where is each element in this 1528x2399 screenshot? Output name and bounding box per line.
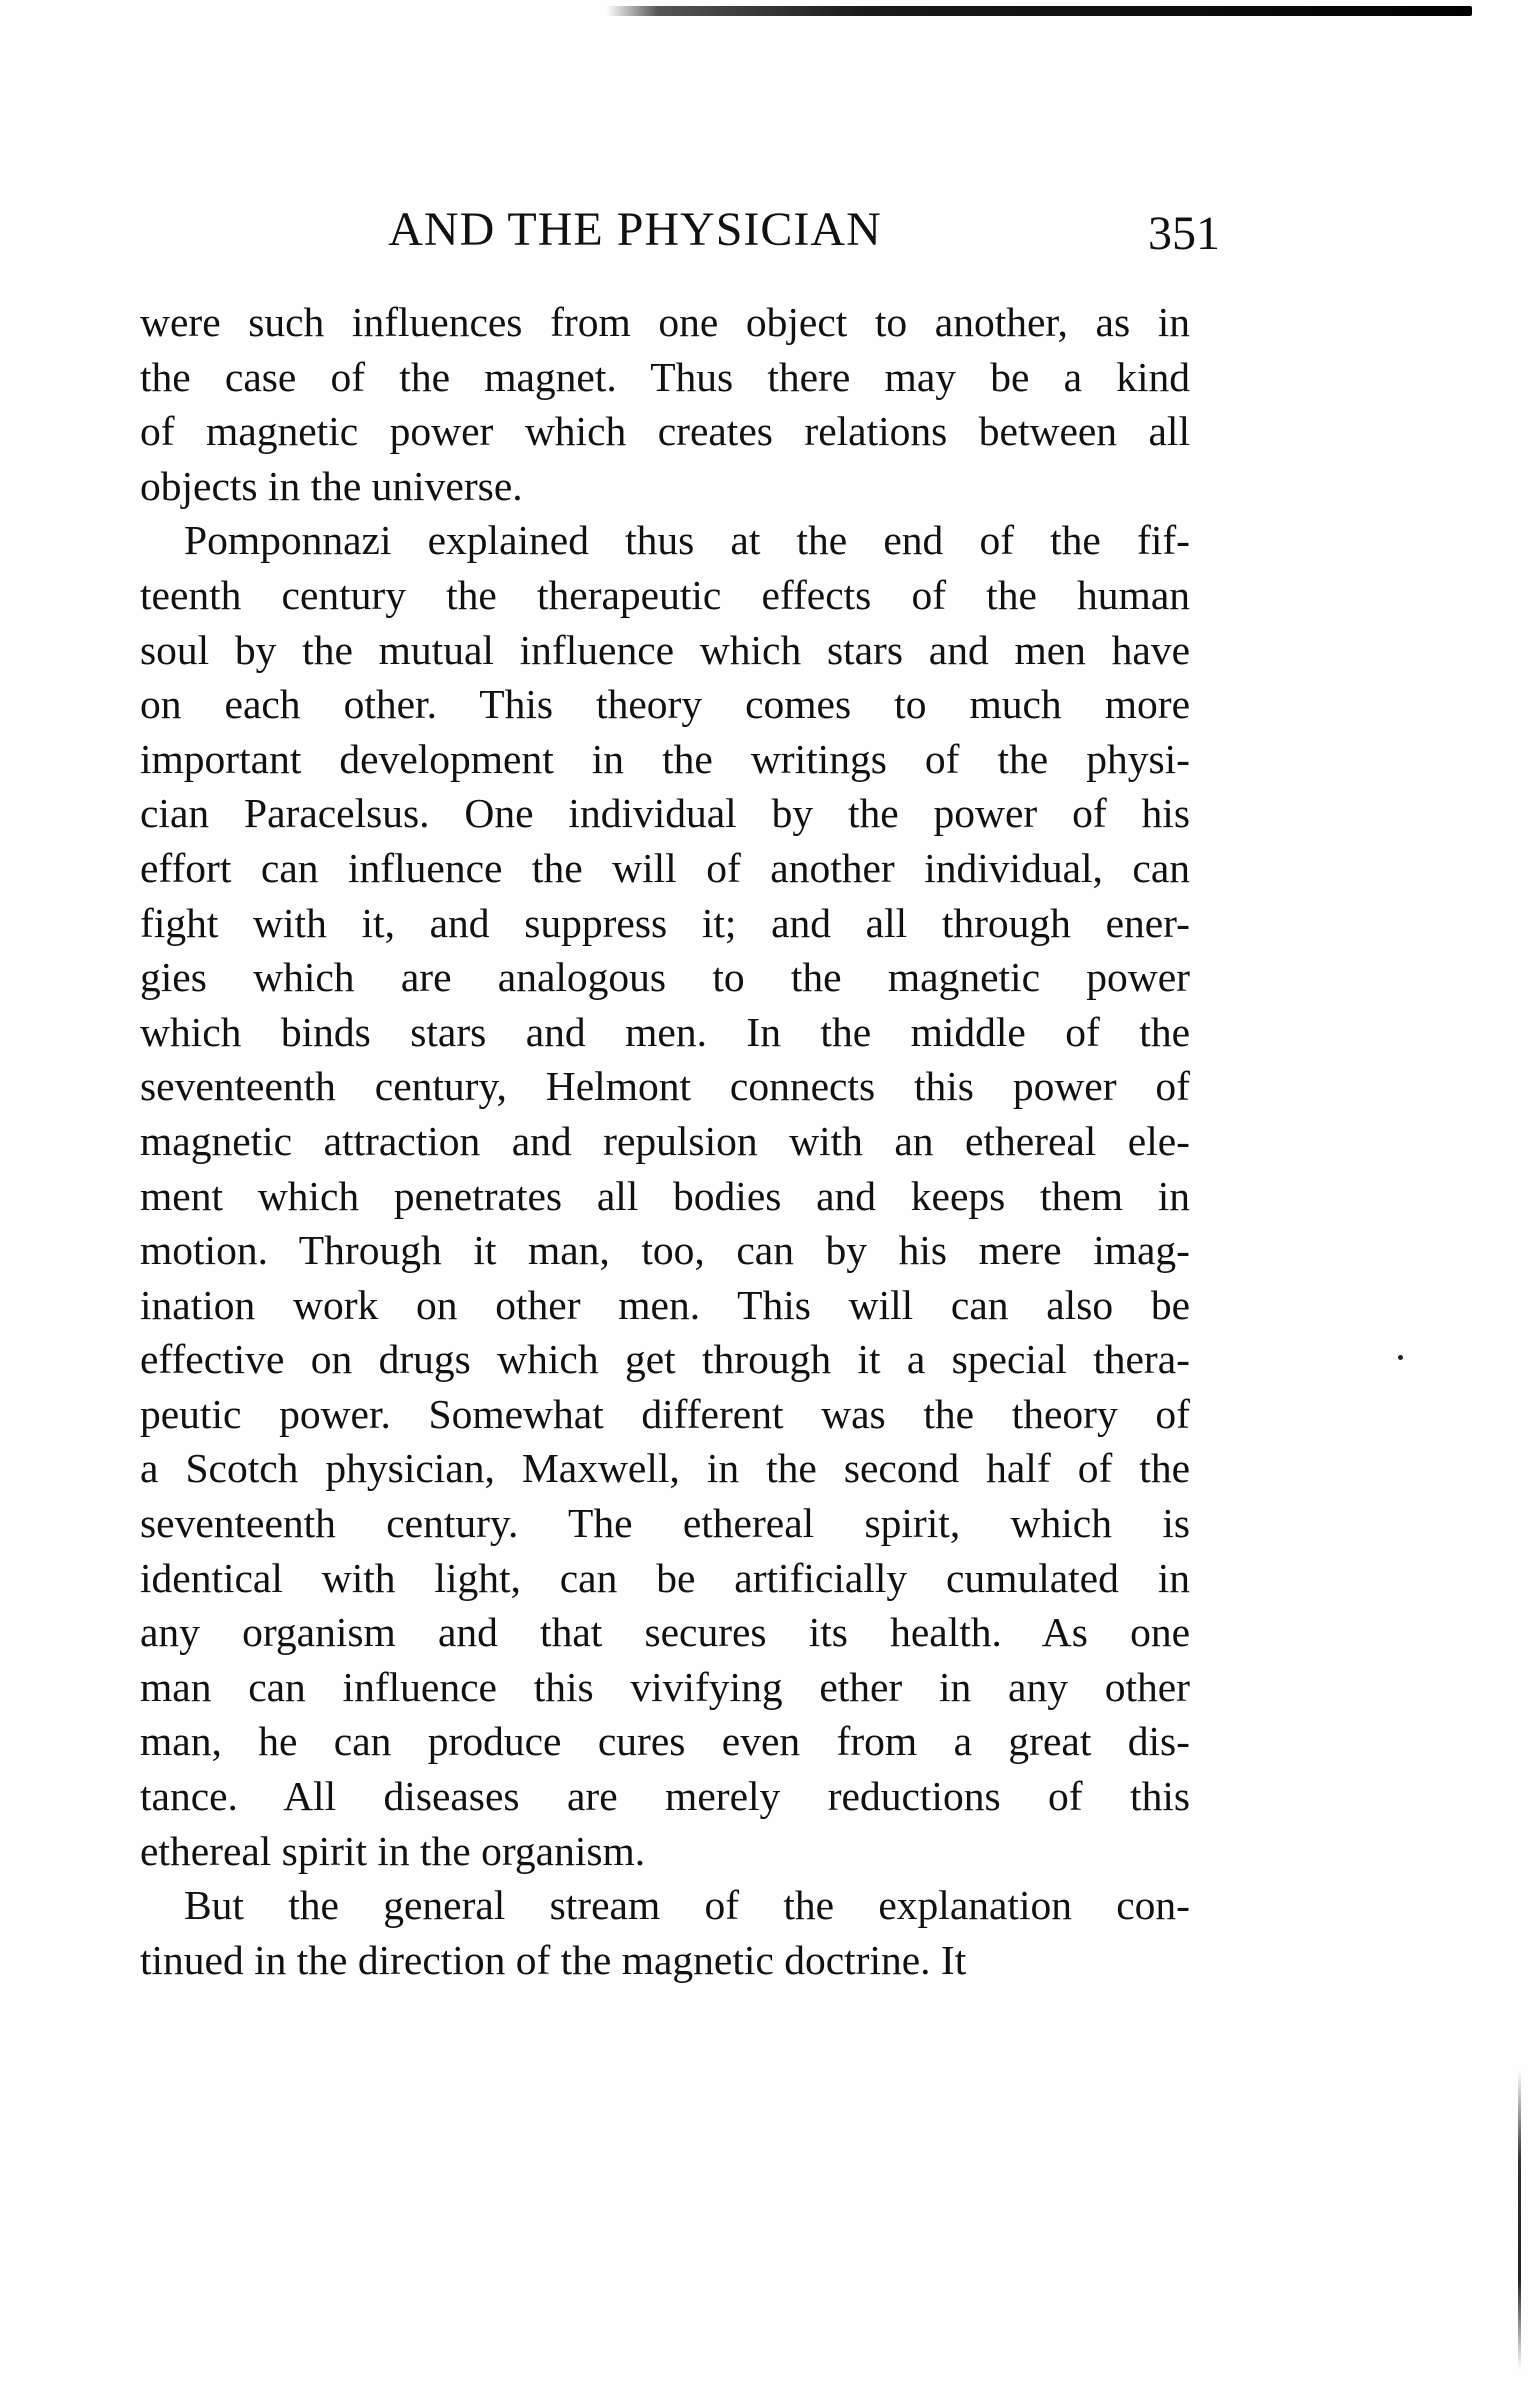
text-line: Pomponnazi explained thus at the end of the fif- [184,517,1190,564]
text-line: ment which penetrates all bodies and keeps them in [140,1172,1190,1219]
text-line: the case of the magnet. Thus there may be a kind [140,353,1190,400]
text-line: peutic power. Somewhat different was the theory of [140,1390,1190,1437]
text-line: were such influences from one object to another, as in [140,299,1190,345]
body-text [140,295,1190,1987]
text-line: man can influence this vivifying ether in any other [140,1663,1190,1710]
text-line: seventeenth century. The ethereal spirit, which is [140,1500,1190,1547]
text-line: on each other. This theory comes to much more [140,681,1190,728]
text-line: seventeenth century, Helmont connects this power of [140,1063,1190,1110]
text-line: a Scotch physician, Maxwell, in the second half of the [140,1445,1190,1492]
top-scan-rule [606,6,1472,16]
text-line: motion. Through it man, too, can by his mere imag- [140,1227,1190,1274]
text-line: effort can influence the will of another individual, can [140,844,1190,891]
text-line: of magnetic power which creates relations between all [140,408,1190,455]
text-line: man, he can produce cures even from a great dis- [140,1718,1190,1765]
text-line: important development in the writings of the physi- [140,735,1190,782]
text-line: ination work on other men. This will can also be [140,1281,1190,1328]
text-line: cian Paracelsus. One individual by the power of his [140,790,1190,837]
running-head [140,195,1220,265]
page-number: 351 [1148,207,1220,260]
text-line: fight with it, and suppress it; and all through ener- [140,899,1190,946]
text-line: objects in the universe. [140,462,523,509]
text-line: identical with light, can be artificially cumulated in [140,1554,1190,1601]
text-line: gies which are analogous to the magnetic power [140,954,1190,1001]
text-line: magnetic attraction and repulsion with an ethereal ele- [140,1117,1190,1164]
text-line: any organism and that secures its health. As one [140,1609,1190,1656]
text-line: soul by the mutual influence which stars and men have [140,626,1190,673]
text-line: teenth century the therapeutic effects of the human [140,571,1190,618]
text-line: tance. All diseases are merely reductions of this [140,1773,1190,1820]
scan-edge-line [1518,2070,1521,2370]
paragraph [140,513,1190,1878]
text-line: which binds stars and men. In the middle of the [140,1008,1190,1055]
paragraph [140,295,1190,513]
text-line: ethereal spirit in the organism. [140,1827,646,1874]
paragraph [140,1878,1190,1987]
text-line: But the general stream of the explanation con- [184,1882,1190,1929]
text-line: tinued in the direction of the magnetic doctrine. It [140,1936,967,1983]
text-line: effective on drugs which get through it a special thera- [140,1336,1190,1383]
scan-speck [1398,1355,1403,1360]
running-head-title: AND THE PHYSICIAN [388,203,882,256]
